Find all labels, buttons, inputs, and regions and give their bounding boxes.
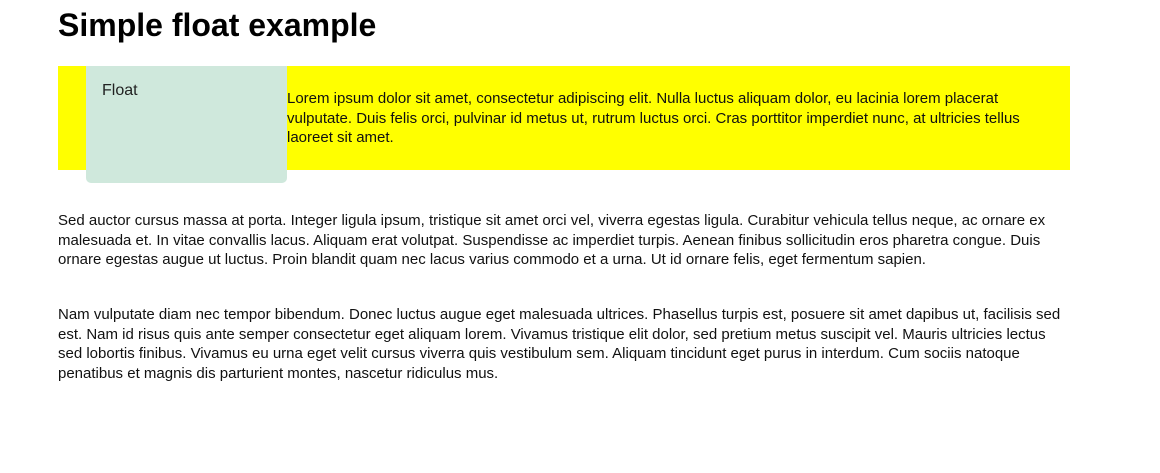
float-label: Float: [102, 82, 138, 99]
float-box: [86, 66, 287, 183]
paragraph-1: Sed auctor cursus massa at porta. Integer ligula ipsum, tristique sit amet orci vel, viverra egestas ligula. Curabitur vehicula tellus neque, ac ornare ex malesuada et. In vitae convallis lacus. Aliquam erat volutpat. Suspendisse ac imperdiet turpis. Aenean finibus sollicitudin eros pharetra congue. Duis ornare egestas augue ut luctus. Proin blandit quam nec lacus varius commodo et a urna. Ut id ornare felis, eget fermentum sapien.: [58, 212, 1046, 268]
page-title: Simple float example: [58, 7, 377, 43]
paragraph-2: Nam vulputate diam nec tempor bibendum. Donec luctus augue eget malesuada ultrices. Phasellus turpis est, posuere sit amet dapibus ut, facilisis sed est. Nam id risus quis ante semper consectetur eget aliquam lorem. Vivamus tristique elit dolor, sed pretium metus suscipit vel. Mauris ultricies lectus sed lobortis finibus. Vivamus eu urna eget velit cursus viverra quis vestibulum sem. Aliquam tincidunt eget purus in interdum. Cum sociis natoque penatibus et magnis dis parturient montes, nascetur ridiculus mus.: [58, 306, 1061, 382]
yellow-box-text: Lorem ipsum dolor sit amet, consectetur adipiscing elit. Nulla luctus aliquam dolor, eu lacinia lorem placerat vulputate. Duis felis orci, pulvinar id metus ut, rutrum luctus orci. Cras porttitor imperdiet nunc, at ultricies tellus laoreet sit amet.: [287, 90, 1020, 146]
